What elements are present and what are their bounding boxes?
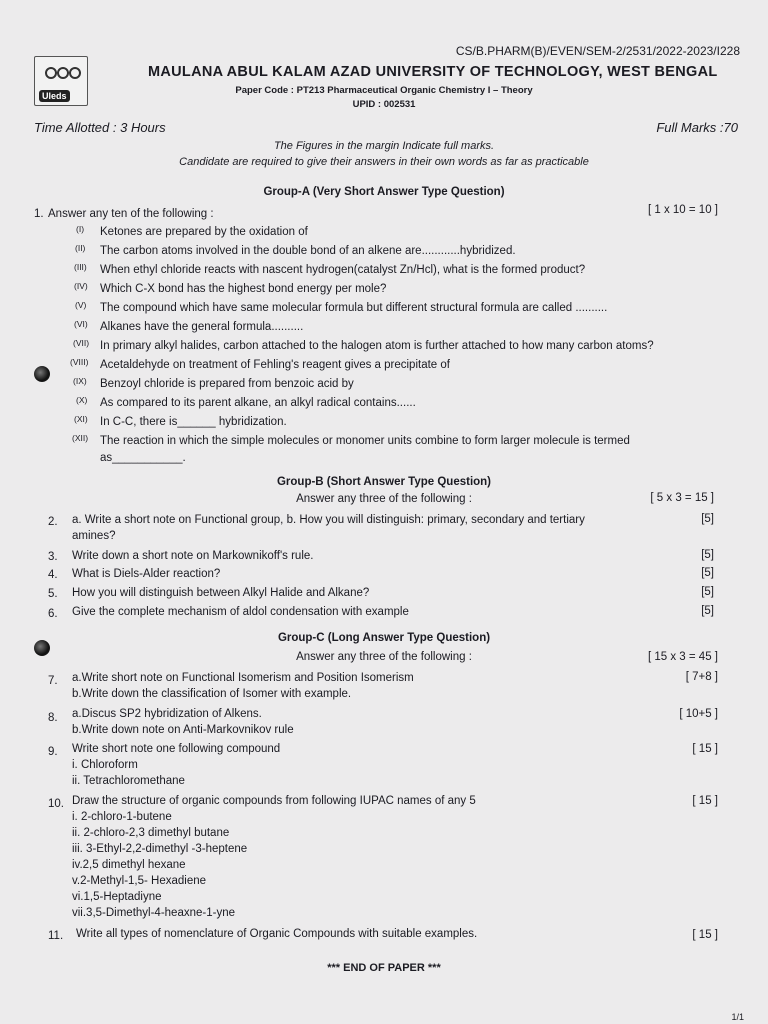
sub-item: i. 2-chloro-1-butene xyxy=(72,811,172,823)
instruction-marks: The Figures in the margin Indicate full marks. xyxy=(273,140,495,152)
group-c-title: Group-C (Long Answer Type Question) xyxy=(277,632,491,644)
question-text: Give the complete mechanism of aldol condensation with example xyxy=(72,606,409,618)
group-c-marks: [ 15 x 3 = 45 ] xyxy=(647,651,718,663)
end-of-paper: *** END OF PAPER *** xyxy=(327,962,441,974)
question-item: As compared to its parent alkane, an alkyl radical contains...... xyxy=(100,397,416,409)
question-item: In C-C, there is______ hybridization. xyxy=(100,416,287,428)
sub-item: v.2-Methyl-1,5- Hexadiene xyxy=(72,875,207,887)
question-item: The carbon atoms involved in the double bond of an alkene are............hybridized. xyxy=(100,245,516,257)
question-number: 7. xyxy=(48,675,58,687)
instruction-answers: Candidate are required to give their answers in their own words as far as practicable xyxy=(179,156,589,168)
group-a-intro: Answer any ten of the following : xyxy=(48,208,214,220)
group-b-title: Group-B (Short Answer Type Question) xyxy=(276,476,492,488)
question-marks: [5] xyxy=(701,513,714,525)
question-text: b.Write down the classification of Isomer with example. xyxy=(72,688,352,700)
item-number: (II) xyxy=(75,243,86,253)
question-number: 11. xyxy=(48,930,64,942)
punch-hole xyxy=(34,366,50,382)
sub-item: i. Chloroform xyxy=(72,759,138,771)
question-marks: [5] xyxy=(701,586,714,598)
logo-ring xyxy=(45,67,57,79)
question-number: 1. xyxy=(34,208,44,220)
question-number: 5. xyxy=(48,588,58,600)
question-number: 9. xyxy=(48,746,58,758)
question-item-cont: as___________. xyxy=(100,452,186,464)
question-text: b.Write down note on Anti-Markovnikov rule xyxy=(72,724,294,736)
question-number: 8. xyxy=(48,712,58,724)
question-text: a.Discus SP2 hybridization of Alkens. xyxy=(72,708,262,720)
item-number: (V) xyxy=(75,300,87,310)
question-item: The reaction in which the simple molecules or monomer units combine to form larger molecule is termed xyxy=(100,435,630,447)
question-marks: [5] xyxy=(701,605,714,617)
question-text: a.Write short note on Functional Isomerism and Position Isomerism xyxy=(72,672,414,684)
question-text-cont: amines? xyxy=(72,530,116,542)
sub-item: ii. 2-chloro-2,3 dimethyl butane xyxy=(72,827,230,839)
logo-badge: Uleds xyxy=(39,90,70,102)
question-marks: [ 15 ] xyxy=(692,929,718,941)
university-name: MAULANA ABUL KALAM AZAD UNIVERSITY OF TECHNOLOGY, WEST BENGAL xyxy=(148,64,718,80)
question-text: a. Write a short note on Functional group, b. How you will distinguish: primary, secondary and tertiary xyxy=(72,514,585,526)
question-item: Acetaldehyde on treatment of Fehling's reagent gives a precipitate of xyxy=(100,359,450,371)
group-b-intro: Answer any three of the following : xyxy=(296,493,472,505)
question-number: 3. xyxy=(48,551,58,563)
question-item: When ethyl chloride reacts with nascent hydrogen(catalyst Zn/Hcl), what is the formed product? xyxy=(100,264,586,276)
question-marks: [5] xyxy=(701,549,714,561)
sub-item: iii. 3-Ethyl-2,2-dimethyl -3-heptene xyxy=(72,843,248,855)
time-allotted: Time Allotted : 3 Hours xyxy=(34,120,166,135)
question-item: Alkanes have the general formula.......... xyxy=(100,321,304,333)
group-a-marks: [ 1 x 10 = 10 ] xyxy=(647,204,718,216)
group-a-title: Group-A (Very Short Answer Type Question) xyxy=(263,186,505,198)
question-item: The compound which have same molecular formula but different structural formula are called .......... xyxy=(100,302,608,314)
paper-code: Paper Code : PT213 Pharmaceutical Organic Chemistry I – Theory xyxy=(235,85,533,96)
question-marks: [ 7+8 ] xyxy=(685,671,718,683)
question-text: Write short note one following compound xyxy=(72,743,281,755)
question-number: 10. xyxy=(48,798,64,810)
sub-item: ii. Tetrachloromethane xyxy=(72,775,185,787)
sub-item: vi.1,5-Heptadiyne xyxy=(72,891,162,903)
logo-ring xyxy=(69,67,81,79)
item-number: (X) xyxy=(76,395,88,405)
question-text: Write all types of nomenclature of Organic Compounds with suitable examples. xyxy=(76,928,478,940)
group-b-marks: [ 5 x 3 = 15 ] xyxy=(650,492,714,504)
question-item: Ketones are prepared by the oxidation of xyxy=(100,226,308,238)
upid: UPID : 002531 xyxy=(352,99,416,110)
question-marks: [ 10+5 ] xyxy=(679,708,718,720)
item-number: (VIII) xyxy=(70,357,89,367)
question-text: How you will distinguish between Alkyl Halide and Alkane? xyxy=(72,587,370,599)
item-number: (III) xyxy=(74,262,87,272)
item-number: (XII) xyxy=(72,433,89,443)
question-text: Write down a short note on Markownikoff's rule. xyxy=(72,550,314,562)
sub-item: vii.3,5-Dimethyl-4-heaxne-1-yne xyxy=(72,907,235,919)
question-number: 2. xyxy=(48,516,58,528)
question-number: 4. xyxy=(48,569,58,581)
item-number: (IX) xyxy=(73,376,87,386)
question-number: 6. xyxy=(48,608,58,620)
question-item: Benzoyl chloride is prepared from benzoic acid by xyxy=(100,378,354,390)
item-number: (VII) xyxy=(73,338,90,348)
full-marks: Full Marks :70 xyxy=(656,120,738,135)
item-number: (IV) xyxy=(74,281,88,291)
punch-hole xyxy=(34,640,50,656)
question-item: Which C-X bond has the highest bond energy per mole? xyxy=(100,283,387,295)
question-text: Draw the structure of organic compounds from following IUPAC names of any 5 xyxy=(72,795,476,807)
group-c-intro: Answer any three of the following : xyxy=(296,651,472,663)
paper-code-line: CS/B.PHARM(B)/EVEN/SEM-2/2531/2022-2023/I228 xyxy=(455,44,740,58)
question-marks: [ 15 ] xyxy=(692,743,718,755)
sub-item: iv.2,5 dimethyl hexane xyxy=(72,859,186,871)
question-marks: [5] xyxy=(701,567,714,579)
logo-ring xyxy=(57,67,69,79)
question-item: In primary alkyl halides, carbon attached to the halogen atom is further attached to how many carbon atoms? xyxy=(100,340,654,352)
item-number: (I) xyxy=(76,224,85,234)
item-number: (XI) xyxy=(74,414,88,424)
question-text: What is Diels-Alder reaction? xyxy=(72,568,221,580)
question-marks: [ 15 ] xyxy=(692,795,718,807)
page-number: 1/1 xyxy=(731,1012,744,1022)
item-number: (VI) xyxy=(74,319,88,329)
